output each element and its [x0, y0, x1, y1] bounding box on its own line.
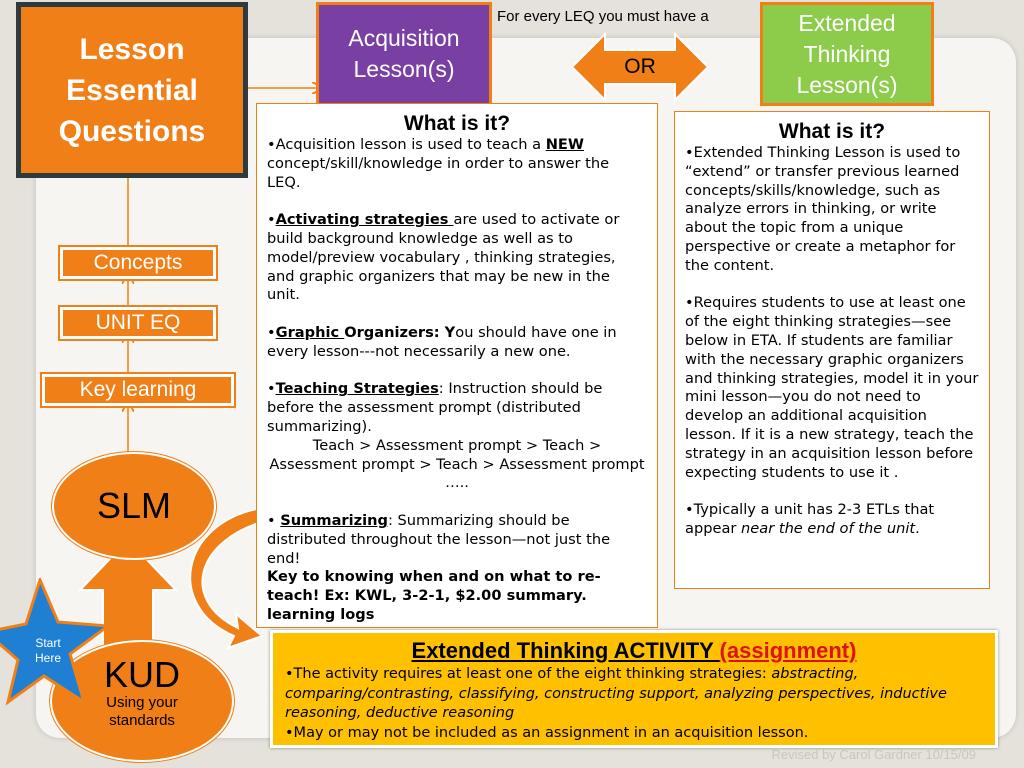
- acq-point-2: •Activating strategies are used to activate or build background knowledge as well as to model/preview vocabulary , thinking strategies, and graphic organizers that may be new in the unit.: [267, 211, 620, 304]
- activity-title: Extended Thinking ACTIVITY (assignment): [411, 638, 857, 663]
- acq-point-1: •Acquisition lesson is used to teach a NEW concept/skill/knowledge in order to answer the LEQ.: [267, 136, 610, 191]
- leq-title: Lesson Essential Questions: [58, 32, 206, 148]
- ext-point-3: •Typically a unit has 2-3 ETLs that appear near the end of the unit.: [685, 501, 935, 537]
- acq-point-5: • Summarizing: Summarizing should be distributed throughout the lesson—not just the end!: [267, 511, 611, 567]
- activity-line-1: •The activity requires at least one of the eight thinking strategies: abstracting, comparing/contrasting, classifying, constructing support, analyzing perspectives, inductive reasoning, deductive reasoning: [285, 666, 947, 721]
- acq-point-4: •Teaching Strategies: Instruction should be before the assessment prompt (distributed summarizing).: [267, 380, 603, 435]
- acquisition-card-heading: What is it?: [403, 112, 511, 135]
- acq-sequence: Teach > Assessment prompt > Teach > Assessment prompt > Teach > Assessment prompt …..: [269, 436, 645, 492]
- extended-card-heading: What is it?: [778, 120, 886, 143]
- kud-title: KUD: [103, 654, 180, 695]
- start-here-label: Start Here: [34, 636, 61, 665]
- key-learning-box: Key learning: [42, 374, 234, 406]
- kud-subtitle: Using your standards: [106, 694, 178, 729]
- or-label: OR: [624, 55, 656, 78]
- extended-thinking-activity-box: [270, 630, 998, 748]
- concepts-box: Concepts: [60, 247, 216, 279]
- extended-thinking-lesson-box: [760, 2, 934, 106]
- ext-point-1: •Extended Thinking Lesson is used to “extend” or transfer previous learned concepts/skills/knowledge, such as analyze errors in thinking, or write about the topic from a unique perspective or create a metaphor for the content.: [685, 144, 961, 274]
- activity-line-2: •May or may not be included as an assignment in an acquisition lesson.: [285, 724, 809, 741]
- acq-key-note: Key to knowing when and on what to re-teach! Ex: KWL, 3-2-1, $2.00 summary. learning logs: [267, 568, 601, 623]
- lesson-essential-questions-box: [16, 2, 248, 178]
- ext-point-2: •Requires students to use at least one of the eight thinking strategies—see below in ETA. If students are familiar with the necessary graphic organizers and thinking strategies, model it in your mini lesson—you do not need to develop an additional acquisition lesson. If it is a new strategy, teach the strategy in an acquisition lesson before expecting students to use it .: [685, 294, 979, 481]
- acquisition-label: Acquisition Lesson(s): [348, 25, 460, 82]
- extended-card: [674, 111, 990, 589]
- revision-credit: Revised by Carol Gardner 10/15/09: [771, 747, 976, 762]
- unit-eq-box: UNIT EQ: [60, 307, 216, 339]
- acq-point-3: •Graphic Organizers: You should have one in every lesson---not necessarily a new one.: [267, 323, 617, 360]
- acquisition-lesson-box: [316, 2, 492, 106]
- extended-label: Extended Thinking Lesson(s): [796, 9, 898, 98]
- slm-circle: [52, 452, 216, 560]
- slm-label: SLM: [96, 485, 172, 526]
- acquisition-card: [256, 103, 658, 628]
- leq-note: For every LEQ you must have a: [497, 8, 709, 25]
